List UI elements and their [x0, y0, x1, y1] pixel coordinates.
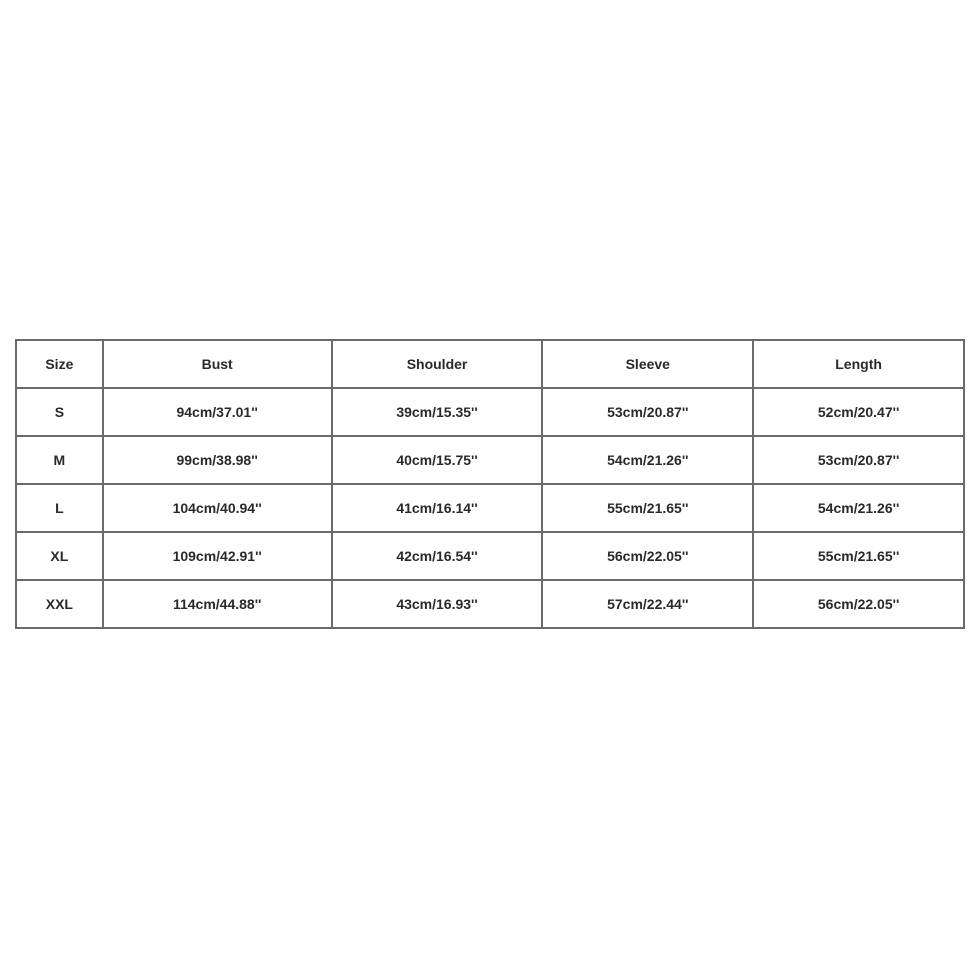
cell-length: 54cm/21.26''	[753, 484, 964, 532]
cell-length: 52cm/20.47''	[753, 388, 964, 436]
cell-bust: 94cm/37.01''	[103, 388, 332, 436]
cell-sleeve: 54cm/21.26''	[542, 436, 753, 484]
cell-sleeve: 56cm/22.05''	[542, 532, 753, 580]
cell-shoulder: 41cm/16.14''	[332, 484, 543, 532]
cell-shoulder: 43cm/16.93''	[332, 580, 543, 628]
cell-shoulder: 40cm/15.75''	[332, 436, 543, 484]
cell-size: M	[16, 436, 103, 484]
header-length: Length	[753, 340, 964, 388]
size-chart-table	[15, 339, 965, 629]
cell-shoulder: 42cm/16.54''	[332, 532, 543, 580]
cell-length: 53cm/20.87''	[753, 436, 964, 484]
cell-size: XL	[16, 532, 103, 580]
cell-shoulder: 39cm/15.35''	[332, 388, 543, 436]
cell-size: L	[16, 484, 103, 532]
table-header-row	[16, 340, 964, 388]
table-row	[16, 436, 964, 484]
header-bust: Bust	[103, 340, 332, 388]
cell-bust: 114cm/44.88''	[103, 580, 332, 628]
table-row	[16, 580, 964, 628]
cell-size: S	[16, 388, 103, 436]
cell-length: 56cm/22.05''	[753, 580, 964, 628]
cell-bust: 104cm/40.94''	[103, 484, 332, 532]
cell-sleeve: 55cm/21.65''	[542, 484, 753, 532]
cell-sleeve: 53cm/20.87''	[542, 388, 753, 436]
table-row	[16, 484, 964, 532]
header-sleeve: Sleeve	[542, 340, 753, 388]
cell-length: 55cm/21.65''	[753, 532, 964, 580]
cell-size: XXL	[16, 580, 103, 628]
header-shoulder: Shoulder	[332, 340, 543, 388]
cell-sleeve: 57cm/22.44''	[542, 580, 753, 628]
cell-bust: 109cm/42.91''	[103, 532, 332, 580]
table-row	[16, 532, 964, 580]
cell-bust: 99cm/38.98''	[103, 436, 332, 484]
table-row	[16, 388, 964, 436]
header-size: Size	[16, 340, 103, 388]
